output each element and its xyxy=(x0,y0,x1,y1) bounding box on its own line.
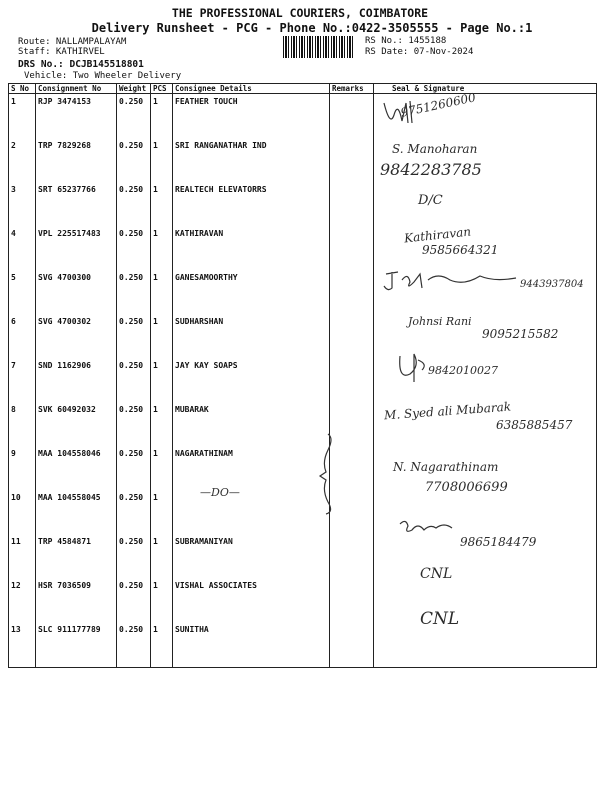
handwriting-r8a: M. Syed ali Mubarak xyxy=(383,399,512,423)
consignee: SUNITHA xyxy=(173,622,330,668)
remarks xyxy=(330,358,374,402)
table-row xyxy=(9,138,597,182)
remarks xyxy=(330,402,374,446)
remarks xyxy=(330,314,374,358)
pcs: 1 xyxy=(151,226,173,270)
consignee xyxy=(173,490,330,534)
remarks xyxy=(330,534,374,578)
table-row xyxy=(9,358,597,402)
handwriting-r5: 9443937804 xyxy=(520,279,584,290)
pcs: 1 xyxy=(151,138,173,182)
weight: 0.250 xyxy=(117,138,151,182)
remarks xyxy=(330,578,374,622)
sno: 5 xyxy=(9,270,36,314)
consignment-no: RJP 3474153 xyxy=(36,94,117,139)
consignee: SUDHARSHAN xyxy=(173,314,330,358)
pcs: 1 xyxy=(151,94,173,139)
pcs: 1 xyxy=(151,270,173,314)
pcs: 1 xyxy=(151,182,173,226)
pcs: 1 xyxy=(151,402,173,446)
pcs: 1 xyxy=(151,622,173,668)
consignment-no: SND 1162906 xyxy=(36,358,117,402)
weight: 0.250 xyxy=(117,622,151,668)
remarks xyxy=(330,138,374,182)
col-signature: Seal & Signature xyxy=(374,84,597,94)
consignment-no: SVK 60492032 xyxy=(36,402,117,446)
remarks xyxy=(330,446,374,490)
weight: 0.250 xyxy=(117,182,151,226)
sno: 10 xyxy=(9,490,36,534)
vehicle: Vehicle: Two Wheeler Delivery xyxy=(24,71,182,81)
consignment-no: SVG 4700302 xyxy=(36,314,117,358)
consignment-no: SVG 4700300 xyxy=(36,270,117,314)
consignment-no: VPL 225517483 xyxy=(36,226,117,270)
consignee: GANESAMOORTHY xyxy=(173,270,330,314)
signature xyxy=(374,182,597,226)
handwriting-r10: —DO— xyxy=(200,486,240,499)
col-remarks: Remarks xyxy=(330,84,374,94)
table-row xyxy=(9,94,597,139)
consignment-no: HSR 7036509 xyxy=(36,578,117,622)
pcs: 1 xyxy=(151,578,173,622)
consignment-no: TRP 4584871 xyxy=(36,534,117,578)
handwriting-r4b: 9585664321 xyxy=(422,243,499,257)
weight: 0.250 xyxy=(117,490,151,534)
table-row xyxy=(9,226,597,270)
sno: 12 xyxy=(9,578,36,622)
route: Route: NALLAMPALAYAM xyxy=(18,37,127,47)
drs-label: DRS No.: xyxy=(18,59,64,70)
handwriting-r6b: 9095215582 xyxy=(482,327,559,341)
weight: 0.250 xyxy=(117,358,151,402)
sno: 7 xyxy=(9,358,36,402)
consignee: FEATHER TOUCH xyxy=(173,94,330,139)
handwriting-r3: D/C xyxy=(418,193,443,208)
sno: 4 xyxy=(9,226,36,270)
weight: 0.250 xyxy=(117,402,151,446)
rs-number: RS No.: 1455188 xyxy=(365,36,447,46)
consignment-no: MAA 104558046 xyxy=(36,446,117,490)
handwriting-r6a: Johnsi Rani xyxy=(408,315,472,328)
consignee: SRI RANGANATHAR IND xyxy=(173,138,330,182)
handwriting-r9a: N. Nagarathinam xyxy=(393,460,499,474)
weight: 0.250 xyxy=(117,226,151,270)
consignment-no: MAA 104558045 xyxy=(36,490,117,534)
remarks xyxy=(330,622,374,668)
signature xyxy=(374,622,597,668)
handwriting-r2a: S. Manoharan xyxy=(392,142,478,156)
table-row xyxy=(9,622,597,668)
signature-scribble-r11 xyxy=(396,516,466,540)
table-row xyxy=(9,578,597,622)
handwriting-r4a: Kathiravan xyxy=(403,224,472,246)
pcs: 1 xyxy=(151,534,173,578)
table-row xyxy=(9,446,597,490)
col-consignment: Consignment No xyxy=(36,84,117,94)
handwriting-r2b: 9842283785 xyxy=(380,160,482,179)
drs-value: DCJB145518801 xyxy=(69,59,144,70)
signature-scribble-r7 xyxy=(396,350,432,386)
handwriting-r7: 9842010027 xyxy=(428,364,498,377)
consignee: REALTECH ELEVATORRS xyxy=(173,182,330,226)
sno: 3 xyxy=(9,182,36,226)
sno: 9 xyxy=(9,446,36,490)
table-header-row xyxy=(9,84,597,94)
consignment-no: TRP 7829268 xyxy=(36,138,117,182)
runsheet-table xyxy=(8,83,597,668)
col-consignee: Consignee Details xyxy=(173,84,330,94)
sno: 6 xyxy=(9,314,36,358)
consignee: KATHIRAVAN xyxy=(173,226,330,270)
consignee: VISHAL ASSOCIATES xyxy=(173,578,330,622)
remarks xyxy=(330,490,374,534)
handwriting-r8b: 6385885457 xyxy=(496,418,573,432)
sno: 11 xyxy=(9,534,36,578)
pcs: 1 xyxy=(151,314,173,358)
table-row xyxy=(9,490,597,534)
weight: 0.250 xyxy=(117,270,151,314)
col-weight: Weight xyxy=(117,84,151,94)
weight: 0.250 xyxy=(117,94,151,139)
remarks xyxy=(330,226,374,270)
rs-date: RS Date: 07-Nov-2024 xyxy=(365,47,474,57)
handwriting-r1: 9751260600 xyxy=(399,90,477,120)
consignee: MUBARAK xyxy=(173,402,330,446)
staff: Staff: KATHIRVEL xyxy=(18,47,105,57)
consignment-no: SRT 65237766 xyxy=(36,182,117,226)
remarks xyxy=(330,94,374,139)
remarks xyxy=(330,270,374,314)
company-name: THE PROFESSIONAL COURIERS, COIMBATORE xyxy=(171,6,429,20)
sno: 8 xyxy=(9,402,36,446)
consignee: JAY KAY SOAPS xyxy=(173,358,330,402)
weight: 0.250 xyxy=(117,446,151,490)
consignee: NAGARATHINAM xyxy=(173,446,330,490)
col-pcs: PCS xyxy=(151,84,173,94)
handwriting-r13: CNL xyxy=(420,609,460,629)
weight: 0.250 xyxy=(117,578,151,622)
col-sno: S No xyxy=(9,84,36,94)
weight: 0.250 xyxy=(117,314,151,358)
signature-scribble-r5 xyxy=(380,268,520,294)
handwriting-r9b: 7708006699 xyxy=(425,480,508,495)
signature-scribble-r1 xyxy=(380,95,420,131)
pcs: 1 xyxy=(151,490,173,534)
consignment-no: SLC 911177789 xyxy=(36,622,117,668)
sno: 13 xyxy=(9,622,36,668)
handwriting-r11: 9865184479 xyxy=(460,535,537,549)
weight: 0.250 xyxy=(117,534,151,578)
pcs: 1 xyxy=(151,446,173,490)
drs-number xyxy=(18,59,144,70)
sno: 2 xyxy=(9,138,36,182)
consignee: SUBRAMANIYAN xyxy=(173,534,330,578)
remarks xyxy=(330,182,374,226)
pcs: 1 xyxy=(151,358,173,402)
handwriting-r12: CNL xyxy=(420,566,453,582)
signature xyxy=(374,578,597,622)
sno: 1 xyxy=(9,94,36,139)
document-title: Delivery Runsheet - PCG - Phone No.:0422-3505555 - Page No.:1 xyxy=(91,21,533,35)
barcode xyxy=(283,36,353,58)
brace-mark xyxy=(318,432,334,516)
table-row xyxy=(9,182,597,226)
